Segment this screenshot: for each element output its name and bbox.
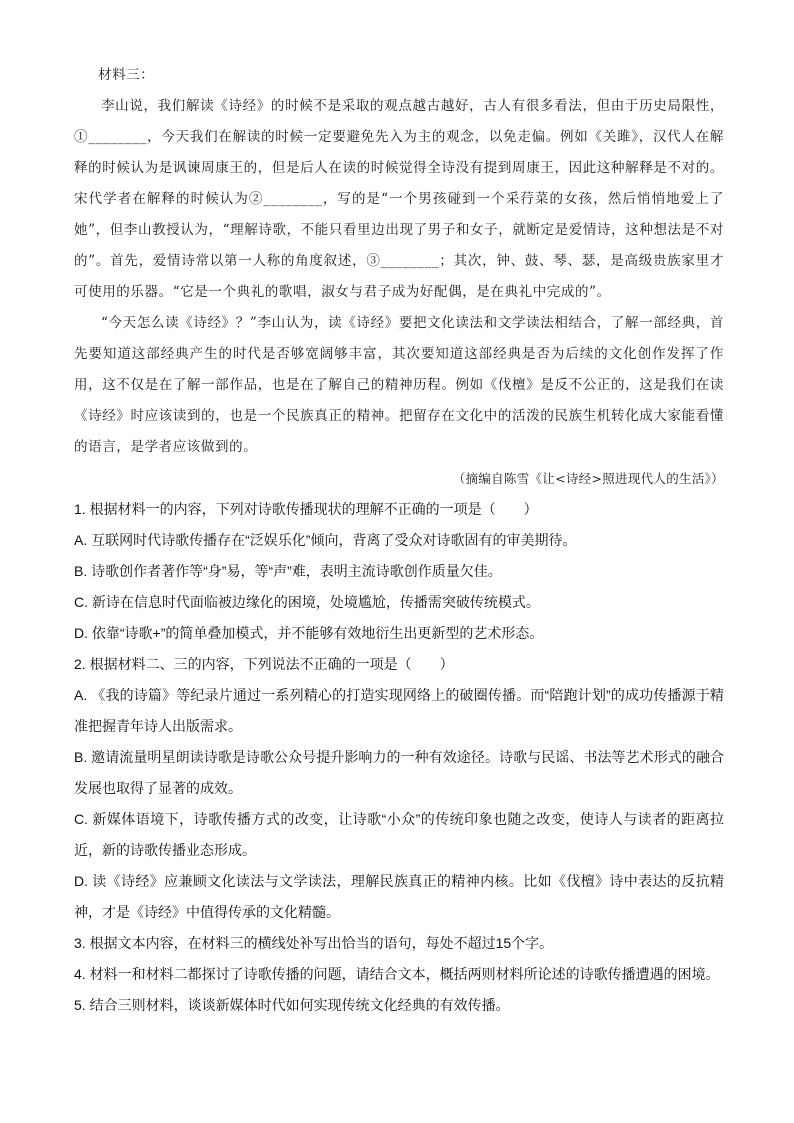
option-b: B. 邀请流量明星朗读诗歌是诗歌公众号提升影响力的一种有效途径。诗歌与民谣、书法等艺术形式的融合发展也取得了显著的成效。 (74, 749, 724, 796)
question-3: 3. 根据文本内容，在材料三的横线处补写出恰当的语句，每处不超过15个字。 (74, 935, 554, 951)
option-c: C. 新诗在信息时代面临被边缘化的困境，处境尴尬，传播需突破传统模式。 (74, 594, 540, 610)
option-a: A. 《我的诗篇》等纪录片通过一系列精心的打造实现网络上的破圈传播。而“陪跑计划”的成功传播源于精准把握青年诗人出版需求。 (74, 687, 724, 734)
document-page (74, 60, 724, 1021)
option-b: B. 诗歌创作者著作等“身”易，等“声”难，表明主流诗歌创作质量欠佳。 (74, 563, 502, 579)
material-three (74, 60, 724, 494)
option-a: A. 互联网时代诗歌传播存在“泛娱乐化”倾向，背离了受众对诗歌固有的审美期待。 (74, 532, 577, 548)
question-2 (74, 649, 724, 928)
material-heading: 材料三： (98, 67, 155, 83)
question-stem: 1. 根据材料一的内容，下列对诗歌传播现状的理解不正确的一项是（ ） (74, 501, 538, 517)
material-paragraph-2: “今天怎么读《诗经》？”李山认为，读《诗经》要把文化读法和文学读法相结合，了解一部经典，首先要知道这部经典产生的时代是否够宽阔够丰富，其次要知道这部经典是否为后续的文化创作发挥了作用，这不仅是在了解一部作品，也是在了解自己的精神历程。例如《伐檀》是反不公正的，这是我们在读《诗经》时应该读到的，也是一个民族真正的精神。把留存在文化中的活泼的民族生机转化成大家能看懂的语言，是学者应该做到的。 (74, 315, 724, 455)
material-source: （摘编自陈雪《让<诗经>照进现代人的生活》） (452, 471, 724, 486)
option-d: D. 读《诗经》应兼顾文化读法与文学读法，理解民族真正的精神内核。比如《伐檀》诗中表达的反抗精神，才是《诗经》中值得传承的文化精髓。 (74, 873, 724, 920)
question-4: 4. 材料一和材料二都探讨了诗歌传播的问题，请结合文本，概括两则材料所论述的诗歌传播遭遇的困境。 (74, 966, 720, 982)
question-stem: 2. 根据材料二、三的内容，下列说法不正确的一项是（ ） (74, 656, 454, 672)
option-c: C. 新媒体语境下，诗歌传播方式的改变，让诗歌“小众”的传统印象也随之改变，使诗人与读者的距离拉近，新的诗歌传播业态形成。 (74, 811, 724, 858)
question-1 (74, 494, 724, 649)
question-list (74, 494, 724, 1021)
option-d: D. 依靠“诗歌+”的简单叠加模式，并不能够有效地衍生出更新型的艺术形态。 (74, 625, 544, 641)
material-paragraph-1: 李山说，我们解读《诗经》的时候不是采取的观点越古越好，古人有很多看法，但由于历史局限性，①________，今天我们在解读的时候一定要避免先入为主的观念，以免走偏。例如《关雎》，汉代人在解释的时候认为是讽谏周康王的，但是后人在读的时候觉得全诗没有提到周康王，因此这种解释是不对的。宋代学者在解释的时候认为②________，写的是“一个男孩碰到一个采荇菜的女孩，然后悄悄地爱上了她”，但李山教授认为，“理解诗歌，不能只看里边出现了男子和女子，就断定是爱情诗，这种想法是不对的”。首先，爱情诗常以第一人称的角度叙述，③________；其次，钟、鼓、琴、瑟，是高级贵族家里才可使用的乐器。“它是一个典礼的歌唱，淑女与君子成为好配偶，是在典礼中完成的”。 (74, 98, 724, 300)
question-5: 5. 结合三则材料，谈谈新媒体时代如何实现传统文化经典的有效传播。 (74, 997, 510, 1013)
